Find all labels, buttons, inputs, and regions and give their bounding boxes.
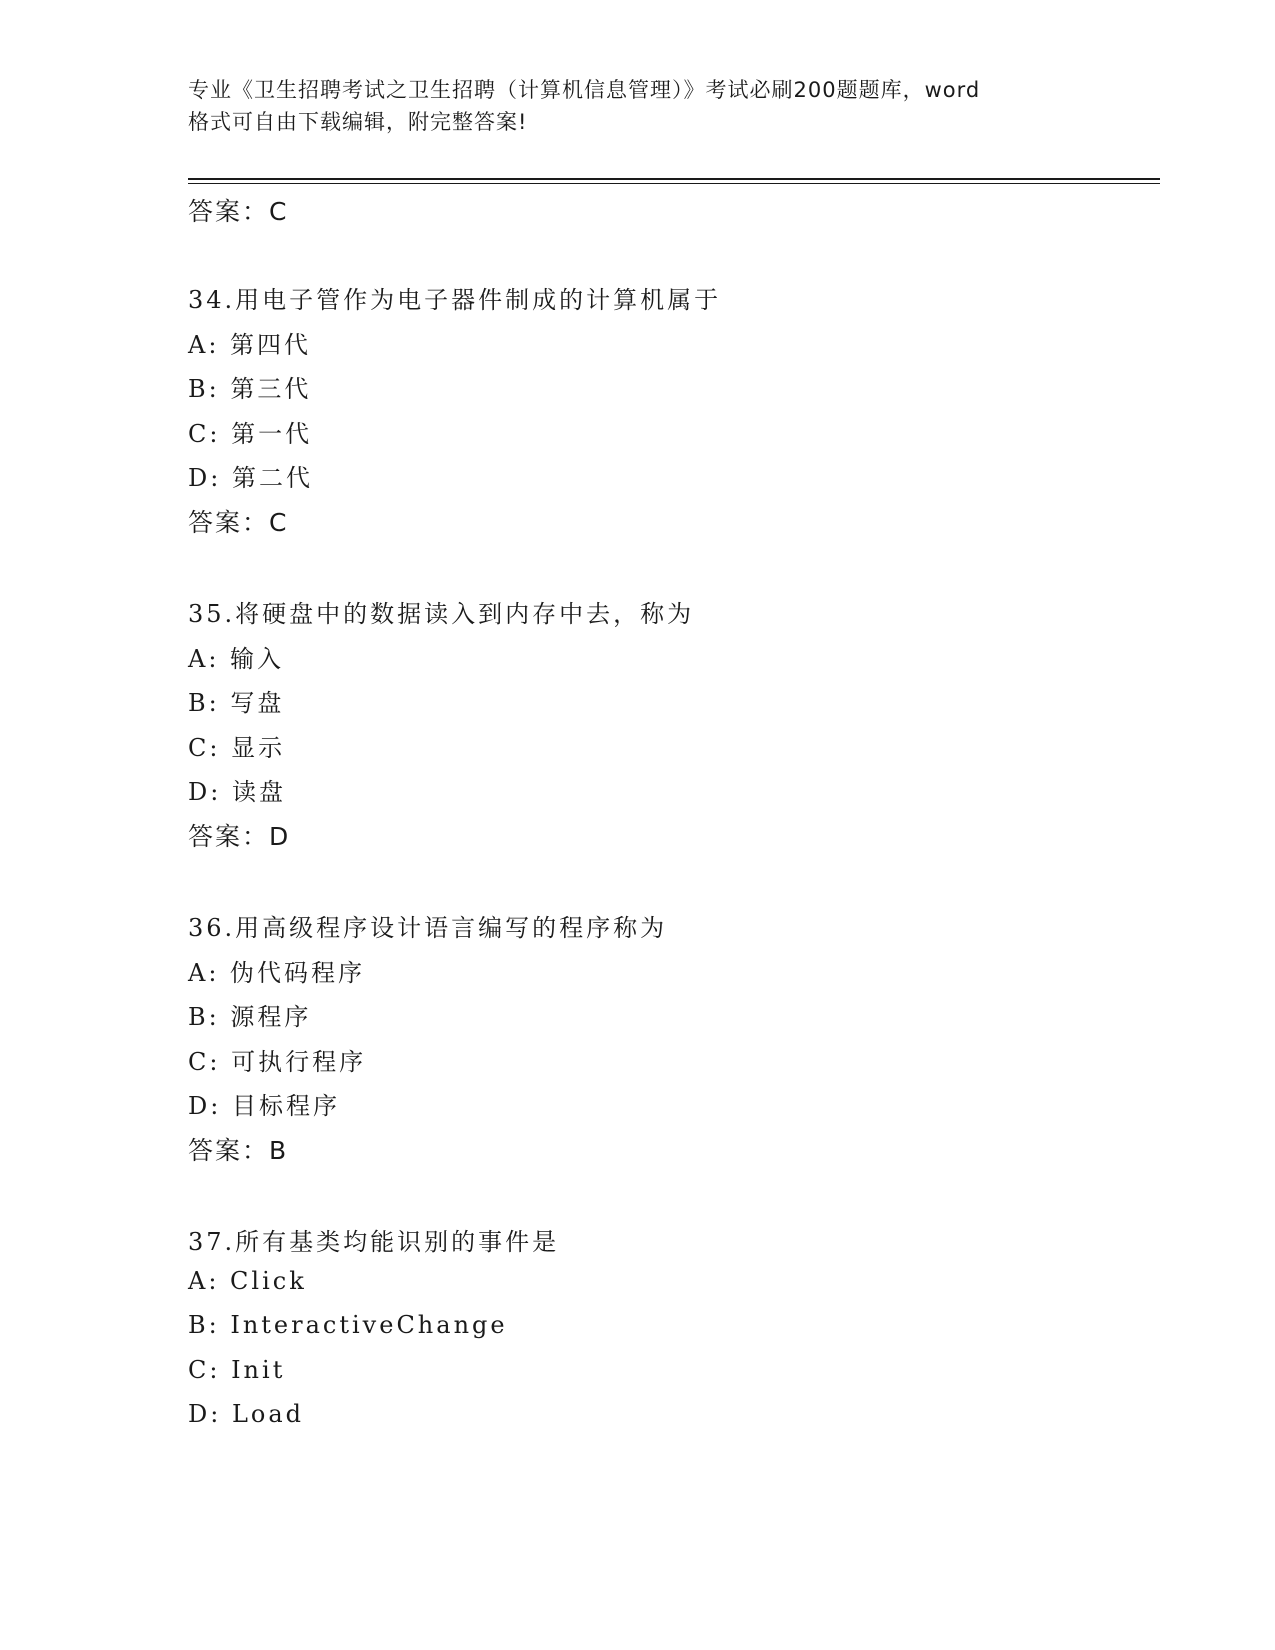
option-b: B: 写盘 — [188, 689, 285, 717]
option-a: A: 输入 — [188, 645, 285, 673]
option-a: A: Click — [188, 1267, 307, 1295]
question-stem: 37.所有基类均能识别的事件是 — [188, 1228, 560, 1256]
question-stem: 35.将硬盘中的数据读入到内存中去，称为 — [188, 600, 695, 628]
option-b: B: InteractiveChange — [188, 1311, 508, 1339]
option-c: C: 显示 — [188, 734, 286, 762]
question-stem: 34.用电子管作为电子器件制成的计算机属于 — [188, 286, 722, 314]
header-divider-thin — [188, 183, 1160, 184]
option-d: D: 第二代 — [188, 464, 313, 492]
header-divider — [188, 178, 1160, 180]
answer: 答案：B — [188, 1136, 289, 1165]
option-d: D: 读盘 — [188, 778, 286, 806]
question-stem: 36.用高级程序设计语言编写的程序称为 — [188, 914, 668, 942]
header-line-2: 格式可自由下载编辑，附完整答案! — [188, 110, 528, 134]
option-d: D: 目标程序 — [188, 1092, 340, 1120]
document-header — [188, 74, 1088, 138]
option-c: C: 可执行程序 — [188, 1048, 367, 1076]
option-c: C: 第一代 — [188, 420, 313, 448]
answer: 答案：C — [188, 508, 289, 537]
option-a: A: 第四代 — [188, 331, 312, 359]
answer: 答案：D — [188, 822, 291, 851]
previous-answer: 答案：C — [188, 197, 289, 226]
option-b: B: 第三代 — [188, 375, 312, 403]
option-c: C: Init — [188, 1356, 286, 1384]
option-b: B: 源程序 — [188, 1003, 312, 1031]
option-d: D: Load — [188, 1400, 305, 1428]
option-a: A: 伪代码程序 — [188, 959, 366, 987]
header-line-1: 专业《卫生招聘考试之卫生招聘（计算机信息管理）》考试必刷200题题库，word — [188, 78, 981, 102]
